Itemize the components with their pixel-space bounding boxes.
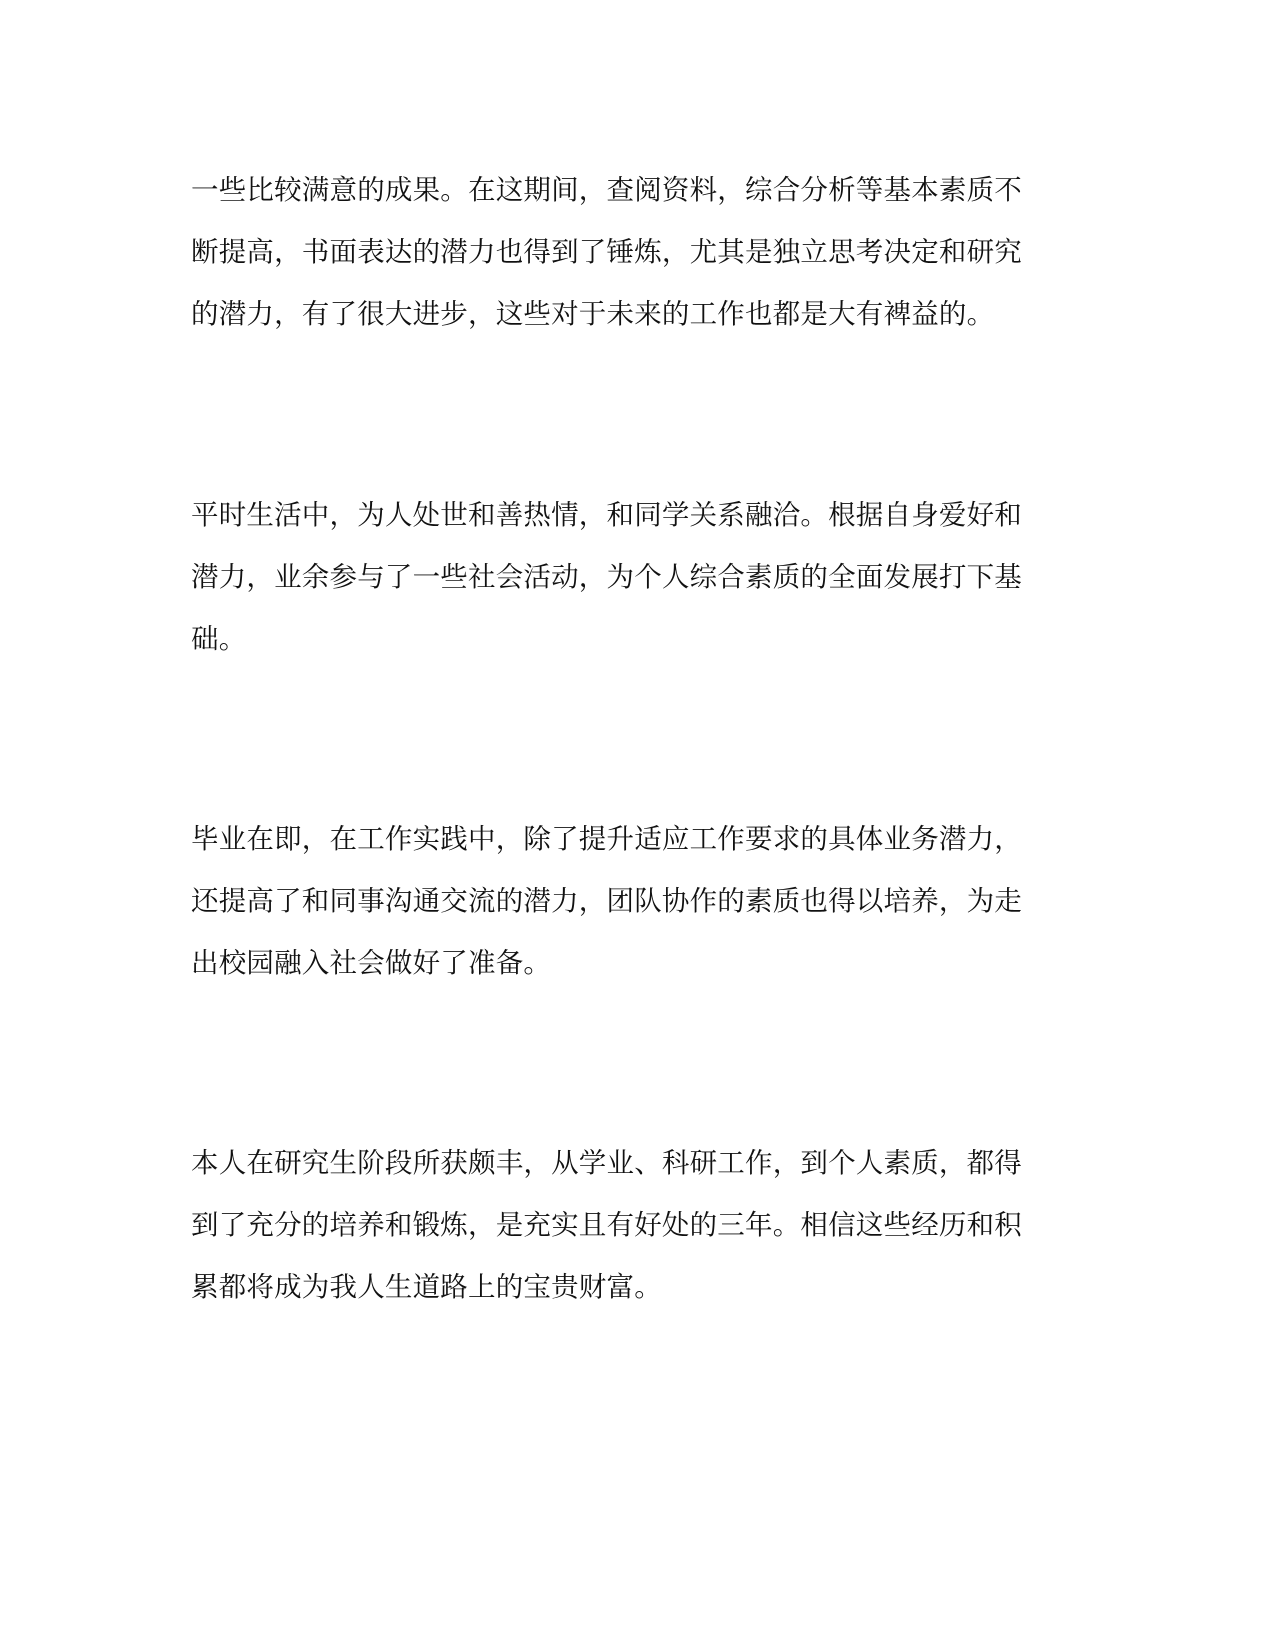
text-line: 潜力，业余参与了一些社会活动，为个人综合素质的全面发展打下基 <box>191 561 1022 593</box>
text-line: 平时生活中，为人处世和善热情，和同学关系融洽。根据自身爱好和 <box>191 499 1022 531</box>
paragraph-daily-life <box>191 484 1022 670</box>
text-line: 的潜力，有了很大进步，这些对于未来的工作也都是大有裨益的。 <box>191 298 995 330</box>
paragraph-work-practice <box>191 808 1022 994</box>
text-line: 还提高了和同事沟通交流的潜力，团队协作的素质也得以培养，为走 <box>191 885 1022 917</box>
text-line: 断提高，书面表达的潜力也得到了锤炼，尤其是独立思考决定和研究 <box>191 236 1022 268</box>
text-line: 毕业在即，在工作实践中，除了提升适应工作要求的具体业务潜力， <box>191 823 1022 855</box>
paragraph-results <box>191 159 1022 345</box>
text-line: 础。 <box>191 623 247 655</box>
text-line: 一些比较满意的成果。在这期间，查阅资料，综合分析等基本素质不 <box>191 174 1022 206</box>
paragraph-summary <box>191 1132 1022 1318</box>
text-line: 本人在研究生阶段所获颇丰，从学业、科研工作，到个人素质，都得 <box>191 1147 1022 1179</box>
text-line: 到了充分的培养和锻炼，是充实且有好处的三年。相信这些经历和积 <box>191 1209 1022 1241</box>
text-line: 累都将成为我人生道路上的宝贵财富。 <box>191 1271 662 1303</box>
text-line: 出校园融入社会做好了准备。 <box>191 947 552 979</box>
